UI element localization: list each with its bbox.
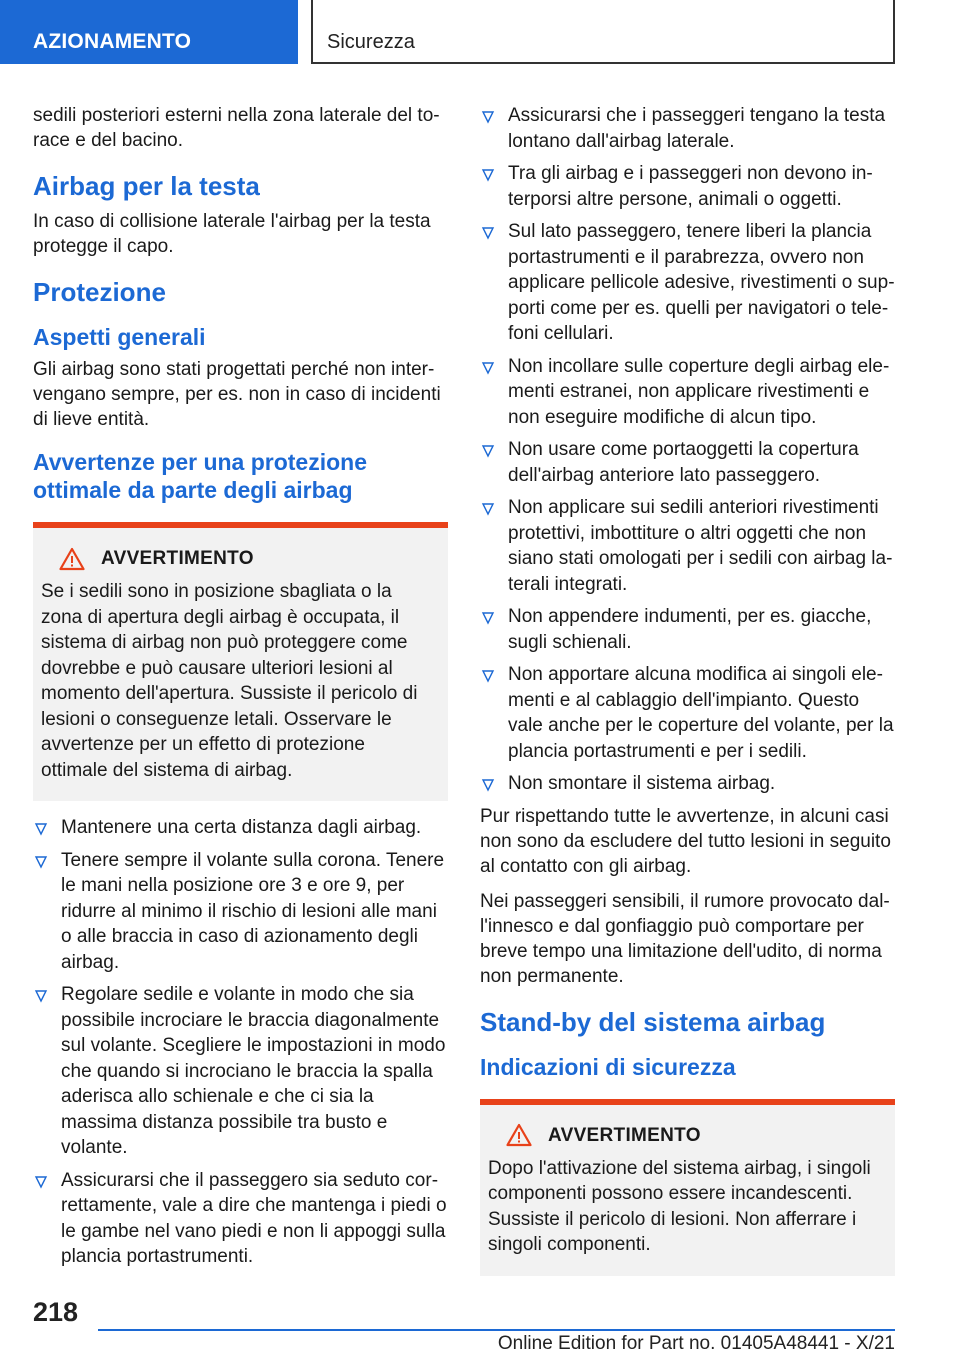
list-item [480,662,895,764]
triangle-bullet-icon [480,165,496,181]
footer-edition: Online Edition for Part no. 01405A48441 - X/21 [497,1333,895,1354]
right-bullet-list [480,103,895,797]
list-item-text: Non smontare il sistema airbag. [508,773,776,794]
list-item-text: Sul lato passeggero, tenere liberi la plancia portastrumenti e il parabrezza, ovvero non applicare pellicole adesive, rivestimenti o supporti come per es. quelli per navigatori o telefoni cellulari. [508,221,895,344]
list-item [480,495,895,597]
heading-avvertenze: Avvertenze per una protezione ottimale da parte degli airbag [33,449,368,503]
paragraph-head-airbag: In caso di collisione laterale l'airbag per la testa protegge il capo. [33,211,431,257]
triangle-bullet-icon [480,358,496,374]
list-item-text: Non usare come portaoggetti la copertura dell'airbag anteriore lato passeggero. [508,439,859,486]
warning-title: AVVERTIMENTO [548,1124,701,1146]
list-item [480,161,895,212]
warning-text: Dopo l'attivazione del sistema airbag, i singoli componenti possono essere incandescenti. Sussiste il pericolo di lesioni. Non afferrare i singoli componenti. [488,1157,871,1255]
heading-aspetti-generali: Aspetti generali [33,324,206,350]
list-item-text: Assicurarsi che il passeggero sia seduto correttamente, vale a dire che mantenga i piedi o le gambe nel vano piedi e non li appoggi sulla plancia portastrumenti. [61,1169,447,1267]
triangle-bullet-icon [33,986,49,1002]
list-item [33,815,448,841]
section-tab: AZIONAMENTO [0,0,298,64]
left-bullet-list [33,815,448,1270]
triangle-bullet-icon [480,608,496,624]
paragraph-rispettando: Pur rispettando tutte le avvertenze, in alcuni casi non sono da escludere del tutto lesioni in seguito al contatto con gli airbag. [480,805,891,877]
warning-header [41,546,436,571]
triangle-bullet-icon [480,441,496,457]
list-item [480,604,895,655]
intro-paragraph: sedili posteriori esterni nella zona laterale del torace e del bacino. [33,105,440,151]
list-item-text: Non incollare sulle coperture degli airbag elementi estranei, non applicare rivestimenti e non eseguire modifiche di alcun tipo. [508,355,890,428]
page-number: 218 [33,1297,79,1327]
triangle-bullet-icon [33,819,49,835]
list-item [33,848,448,976]
list-item-text: Assicurarsi che i passeggeri tengano la testa lontano dall'airbag laterale. [508,105,886,152]
warning-triangle-icon [506,1123,532,1147]
heading-head-airbag: Airbag per la testa [33,171,260,201]
list-item [33,1168,448,1270]
heading-standby: Stand-by del sistema airbag [480,1006,826,1037]
page-header [0,0,960,66]
right-column [480,103,895,1290]
paragraph-aspetti-generali: Gli airbag sono stati progettati perché non intervengano sempre, per es. non in caso di incidenti di lieve entità. [33,359,441,430]
heading-protezione: Protezione [33,277,166,307]
list-item-text: Tenere sempre il volante sulla corona. Tenere le mani nella posizione ore 3 e ore 9, per ridurre al minimo il rischio di lesioni alle mani o alle braccia in caso di azionamento degli airbag. [61,849,445,973]
list-item [480,771,895,797]
heading-indicazioni: Indicazioni di sicurezza [480,1053,736,1080]
triangle-bullet-icon [480,499,496,515]
warning-header [488,1123,883,1148]
list-item-text: Non apportare alcuna modifica ai singoli elementi e al cablaggio dell'impianto. Questo vale anche per le coperture del volante, per la plancia portastrumenti e per i sedili. [508,664,894,762]
list-item [480,437,895,488]
triangle-bullet-icon [33,852,49,868]
list-item [480,354,895,431]
triangle-bullet-icon [480,223,496,239]
warning-box [480,1099,895,1276]
warning-box [33,522,448,801]
footer-divider [98,1329,895,1331]
list-item-text: Non appendere indumenti, per es. giacche, sugli schienali. [508,606,872,653]
triangle-bullet-icon [480,666,496,682]
list-item [480,219,895,347]
list-item-text: Mantenere una certa distanza dagli airbag. [61,817,422,838]
list-item [480,103,895,154]
chapter-title: Sicurezza [311,0,895,64]
triangle-bullet-icon [480,107,496,123]
list-item-text: Regolare sedile e volante in modo che sia possibile incrociare le braccia diagonalmente sul volante. Scegliere le impostazioni in modo che quando si incrociano le braccia la spalla aderisca allo schienale e che ci sia la massima distanza possibile tra busto e volante. [61,984,446,1158]
paragraph-passeggeri-sensibili: Nei passeggeri sensibili, il rumore provocato dall'innesco e dal gonfiaggio può comportare per breve tempo una limitazione dell'udito, di norma non permanente. [480,890,890,987]
list-item-text: Non applicare sui sedili anteriori rivestimenti protettivi, imbottiture o altri oggetti che non siano stati omologati per i sedili con airbag laterali integrati. [508,497,893,595]
warning-triangle-icon [59,547,85,571]
warning-text: Se i sedili sono in posizione sbagliata o la zona di apertura degli airbag è occupata, il sistema di airbag non può proteggere come dovrebbe e può causare ulteriori lesioni al momento dell'apertura. Sussiste il pericolo di lesioni o conseguenze letali. Osservare le avvertenze per un effetto di protezione ottimale del sistema di airbag. [41,581,418,781]
triangle-bullet-icon [33,1172,49,1188]
triangle-bullet-icon [480,775,496,791]
list-item [33,982,448,1161]
left-column [33,103,448,1277]
list-item-text: Tra gli airbag e i passeggeri non devono interporsi altre persone, animali o oggetti. [508,163,873,210]
warning-title: AVVERTIMENTO [101,548,254,569]
